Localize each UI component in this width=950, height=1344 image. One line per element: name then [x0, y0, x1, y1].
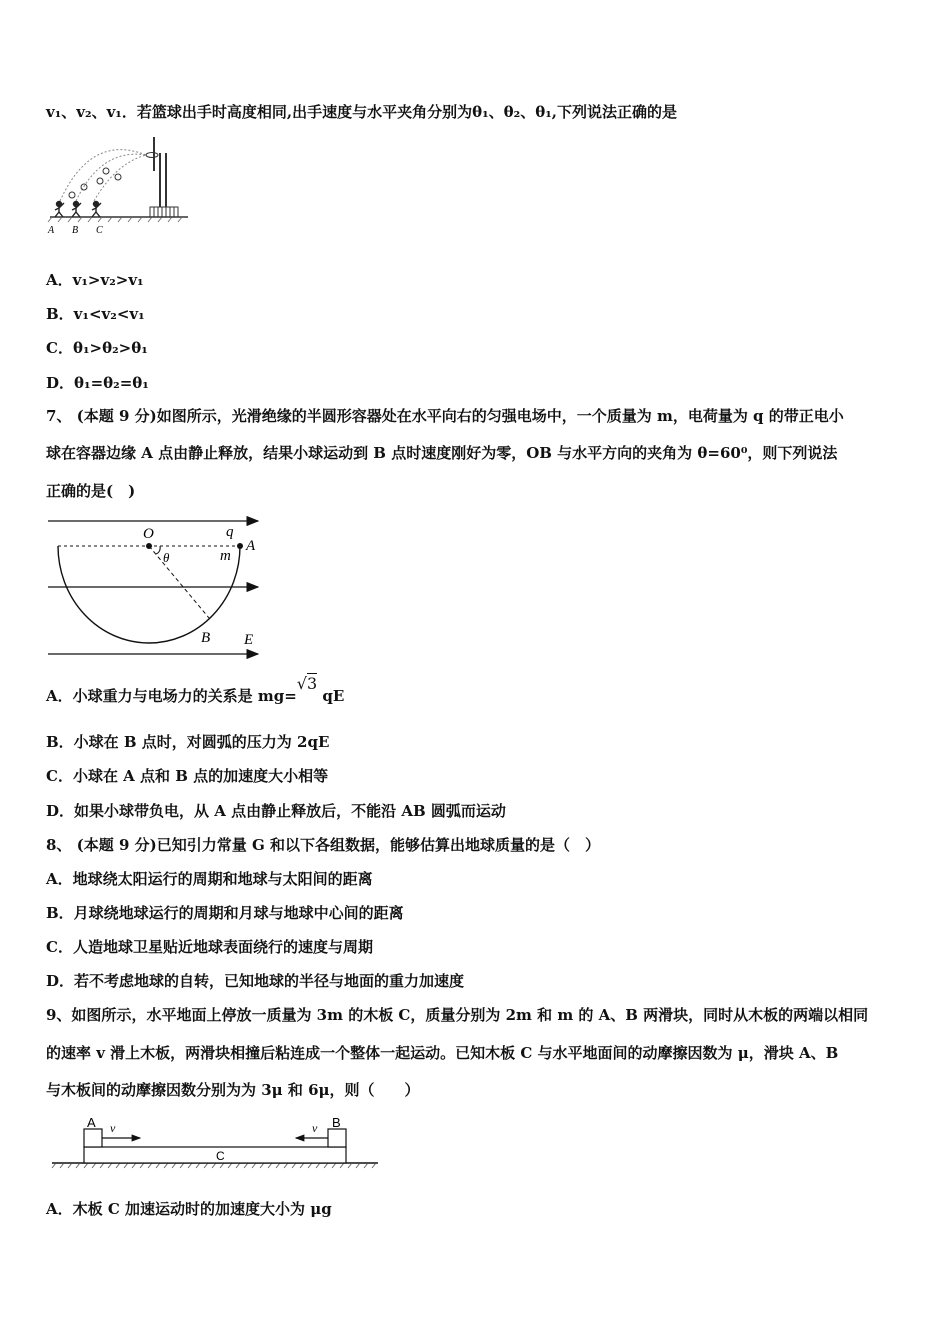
fig6-label-b: B [72, 225, 79, 236]
q6-option-a: A．v₁>v₂>v₁ [46, 271, 144, 289]
q8-option-d: D．若不考虑地球的自转，已知地球的半径与地面的重力加速度 [46, 972, 465, 990]
q7-option-d: D．如果小球带负电，从 A 点由静止释放后，不能沿 AB 圆弧而运动 [46, 802, 506, 820]
q9-option-a: A．木板 C 加速运动时的加速度大小为 μg [46, 1200, 332, 1218]
q8-option-b: B．月球绕地球运行的周期和月球与地球中心间的距离 [46, 904, 404, 922]
q8-stem: 8、 (本题 9 分)已知引力常量 G 和以下各组数据，能够估算出地球质量的是（ ） [46, 836, 600, 854]
q9-stem-line1: 9、如图所示，水平地面上停放一质量为 3m 的木板 C，质量分别为 2m 和 m 的 A、B 两滑块，同时从木板的两端以相同 [46, 1006, 869, 1024]
fig7-label-m: m [220, 548, 231, 564]
q6-intro: v₁、v₂、v₁．若篮球出手时高度相同,出手速度与水平夹角分别为θ₁、θ₂、θ₁,下列说法正确的是 [46, 103, 678, 121]
fig7-label-o: O [143, 526, 154, 542]
fig9-label-c: C [216, 1149, 225, 1163]
q7-option-a-text: A．小球重力与电场力的关系是 mg= [46, 687, 297, 705]
fig7-label-b: B [201, 630, 211, 646]
basketball-figure [46, 133, 196, 237]
q6-option-d: D．θ₁=θ₂=θ₁ [46, 374, 149, 392]
sqrt-symbol: √ [296, 674, 307, 693]
q6-option-c: C．θ₁>θ₂>θ₁ [46, 339, 148, 357]
fig9-label-v-left: v [110, 1121, 116, 1135]
q8-option-c: C．人造地球卫星贴近地球表面绕行的速度与周期 [46, 938, 373, 956]
fig7-label-a: A [246, 538, 256, 554]
q9-stem-line2: 的速率 v 滑上木板，两滑块相撞后粘连成一个整体一起运动。已知木板 C 与水平地面间的动摩擦因数为 μ，滑块 A、B [46, 1044, 839, 1062]
sqrt-value: 3 [307, 674, 318, 693]
fig7-label-q: q [226, 524, 234, 540]
q7-option-a [46, 674, 345, 706]
q7-option-a-tail: qE [317, 687, 345, 705]
fig9-label-a: A [87, 1115, 96, 1130]
q7-option-c: C．小球在 A 点和 B 点的加速度大小相等 [46, 767, 329, 785]
q9-stem-line3: 与木板间的动摩擦因数分别为为 3μ 和 6μ，则（ ） [46, 1081, 420, 1099]
fig7-label-theta: θ [163, 550, 170, 565]
q7-option-b: B．小球在 B 点时，对圆弧的压力为 2qE [46, 733, 330, 751]
q7-stem-line1: 7、 (本题 9 分)如图所示，光滑绝缘的半圆形容器处在水平向右的匀强电场中，一个质量为 m，电荷量为 q 的带正电小 [46, 407, 844, 425]
fig6-label-c: C [96, 225, 103, 236]
q7-stem-line3: 正确的是( ) [46, 482, 136, 500]
q6-option-b: B．v₁<v₂<v₁ [46, 305, 145, 323]
sliding-blocks-figure [50, 1112, 382, 1174]
semicircle-field-figure [46, 510, 266, 662]
q8-option-a: A．地球绕太阳运行的周期和地球与太阳间的距离 [46, 870, 373, 888]
fig7-label-e: E [244, 632, 254, 648]
q7-stem-line2: 球在容器边缘 A 点由静止释放，结果小球运动到 B 点时速度刚好为零，OB 与水平方向的夹角为 θ=60⁰，则下列说法 [46, 444, 838, 462]
fig9-label-v-right: v [312, 1121, 318, 1135]
fig9-label-b: B [332, 1115, 341, 1130]
fig6-label-a: A [48, 225, 55, 236]
